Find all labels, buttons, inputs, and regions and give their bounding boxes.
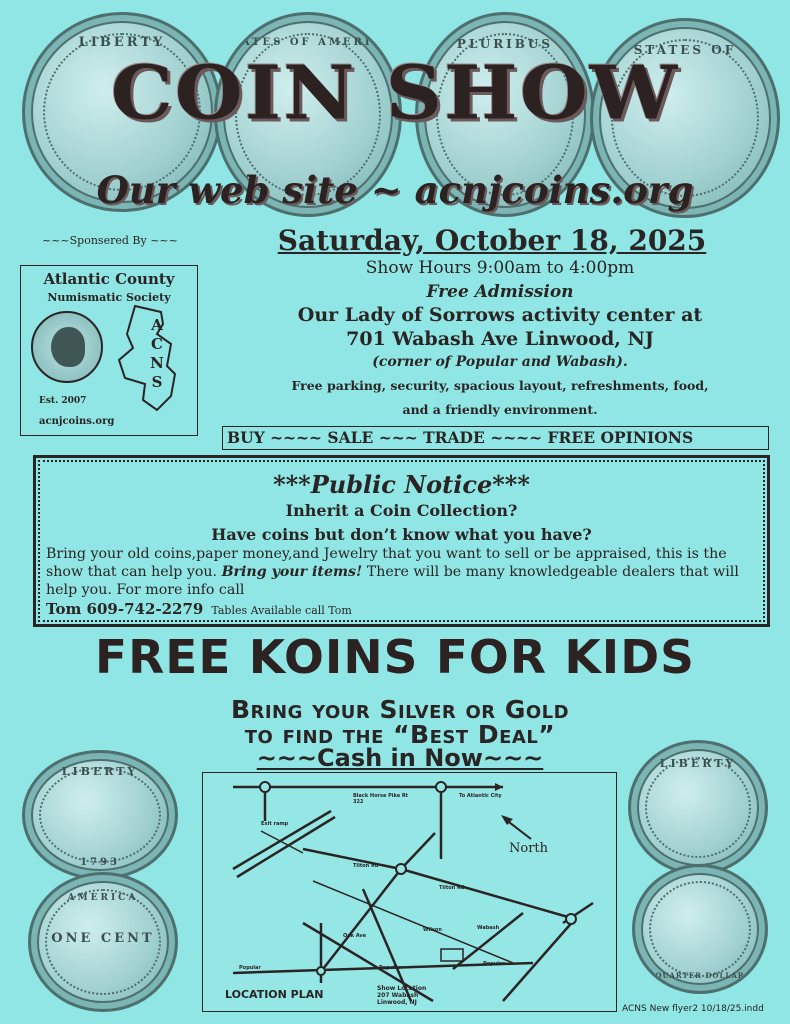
map-label: Tilton Rd [439, 885, 465, 891]
venue-corner: (corner of Popular and Wabash). [372, 354, 628, 370]
society-initials: A C N S [150, 316, 164, 391]
map-label: Show Location [377, 985, 427, 992]
liberty-head-icon [31, 311, 103, 383]
one-cent-reverse-coin-icon [28, 872, 178, 1012]
coin-text: STATES OF AMERICA [221, 37, 395, 48]
coin-text: AMERICA [67, 893, 139, 903]
sponsored-label: ~~~Sponsered By ~~~ [42, 234, 178, 247]
society-subname: Numismatic Society [47, 291, 171, 304]
map-label: Oak Ave [343, 933, 367, 939]
north-label: North [509, 841, 549, 856]
notice-title: ***Public Notice*** [273, 470, 530, 499]
tables-note: Tables Available call Tom [211, 604, 352, 617]
coin-text: LIBERTY [78, 35, 166, 50]
washington-quarter-coin-icon [628, 740, 768, 875]
road-map-drawing [203, 773, 618, 1013]
coin-text: 1793 [80, 857, 120, 868]
eagle-quarter-reverse-coin-icon [632, 864, 768, 994]
map-label: Black Horse Pike Rt 322 [353, 793, 409, 805]
map-label: Linwood, NJ [377, 999, 417, 1006]
map-label: Exit ramp [261, 821, 289, 827]
map-label: To Atlantic City [459, 793, 502, 799]
amenities: Free parking, security, spacious layout, refreshments, food, [291, 378, 709, 393]
notice-subtitle: Inherit a Coin Collection? [285, 501, 518, 520]
notice-body: Bring your old coins,paper money,and Jewelry that you want to sell or be appraised, this is the show that can help you. Bring your items! There will be many knowledgeable dealers that will help you. For more info call [46, 546, 739, 598]
map-label: Wilson [423, 927, 442, 933]
established-year: Est. 2007 [39, 396, 87, 406]
map-label: Wabash [477, 925, 500, 931]
free-koins-headline: FREE KOINS FOR KIDS [95, 630, 695, 684]
file-footnote: ACNS New flyer2 10/18/25.indd [622, 1004, 764, 1014]
website-banner: Our web site ~ acnjcoins.org [96, 168, 694, 212]
admission: Free Admission [426, 282, 574, 302]
coin-text: PLURIBUS [456, 37, 554, 51]
society-logo [20, 265, 198, 436]
venue-line: Our Lady of Sorrows activity center at [297, 304, 703, 326]
map-label: Popular [239, 965, 261, 971]
best-deal-line: to find the “Best Deal” [244, 720, 556, 749]
map-label: 207 Wabash [377, 992, 419, 999]
map-label: Popular [379, 965, 401, 971]
location-map [202, 772, 617, 1012]
amenities-cont: and a friendly environment. [402, 402, 598, 417]
coin-text: ONE CENT [51, 931, 155, 946]
society-name: Atlantic County [43, 270, 175, 288]
venue-address: 701 Wabash Ave Linwood, NJ [346, 328, 654, 350]
bring-items-emphasis: Bring your items! [221, 564, 363, 580]
map-label: Popular [483, 961, 505, 967]
coin-text: LIBERTY [659, 757, 737, 770]
coin-text: STATES OF [633, 43, 737, 57]
buy-sell-bar: BUY ~~~~ SALE ~~~ TRADE ~~~~ FREE OPINIONS [222, 426, 769, 450]
show-hours: Show Hours 9:00am to 4:00pm [365, 258, 635, 278]
notice-contact: Tom 609-742-2279 Tables Available call Tom [46, 600, 352, 618]
public-notice-box [33, 455, 770, 627]
coin-text: QUARTER DOLLAR [655, 971, 745, 980]
cash-in-now: ~~~Cash in Now~~~ [256, 744, 544, 772]
location-plan-label: LOCATION PLAN [225, 988, 324, 1001]
page-title: COIN SHOW [110, 50, 680, 137]
society-website: acnjcoins.org [39, 416, 115, 427]
liberty-cent-coin-icon [22, 750, 178, 880]
coin-text: LIBERTY [61, 765, 139, 778]
notice-subtitle: Have coins but don’t know what you have? [211, 525, 592, 544]
event-date: Saturday, October 18, 2025 [277, 224, 707, 257]
map-label: Tilton Rd [353, 863, 379, 869]
bring-silver-line: Bring your Silver or Gold [230, 695, 570, 724]
